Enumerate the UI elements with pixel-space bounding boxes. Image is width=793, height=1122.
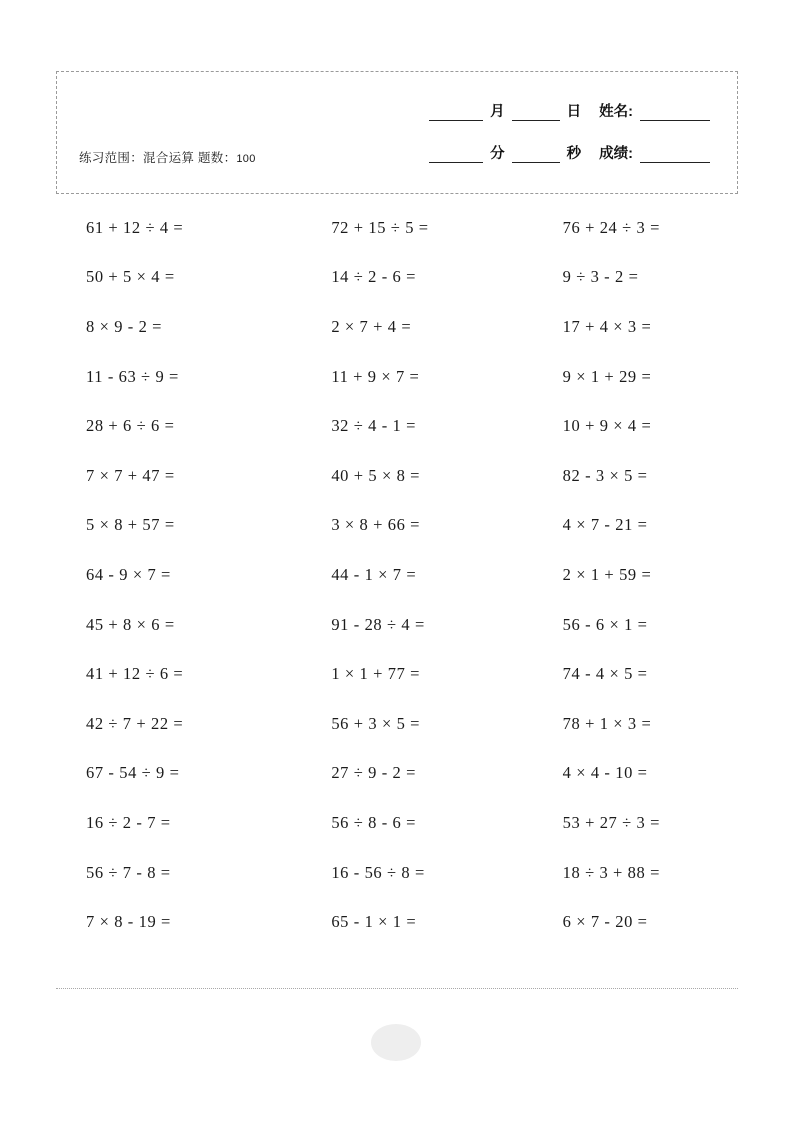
footer-watermark-blob [371, 1024, 421, 1061]
problem-item: 7 × 7 + 47 = [86, 465, 175, 485]
problem-item: 50 + 5 × 4 = [86, 267, 175, 287]
problem-item: 53 + 27 ÷ 3 = [562, 812, 660, 832]
problem-item: 74 - 4 × 5 = [562, 664, 648, 684]
problem-item: 41 + 12 ÷ 6 = [86, 664, 184, 684]
problem-item: 8 × 9 - 2 = [86, 316, 163, 336]
footer-divider [56, 988, 738, 989]
problem-item: 3 × 8 + 66 = [331, 515, 421, 535]
practice-range-line [79, 148, 256, 166]
name-label: 姓名: [599, 104, 633, 120]
problem-item: 5 × 8 + 57 = [86, 515, 175, 535]
problem-item: 10 + 9 × 4 = [562, 416, 652, 436]
problem-item: 7 × 8 - 19 = [86, 912, 171, 932]
problem-item: 56 + 3 × 5 = [331, 713, 421, 733]
time-score-row [424, 142, 715, 163]
month-label: 月 [490, 104, 505, 120]
problem-item: 11 - 63 ÷ 9 = [86, 366, 179, 386]
problem-item: 78 + 1 × 3 = [562, 713, 652, 733]
problem-item: 56 - 6 × 1 = [562, 614, 648, 634]
problem-item: 1 × 1 + 77 = [331, 664, 421, 684]
minute-blank[interactable] [429, 147, 483, 163]
problem-count: 100 [236, 153, 256, 165]
problem-item: 4 × 7 - 21 = [562, 515, 648, 535]
problem-item: 65 - 1 × 1 = [331, 912, 417, 932]
problem-item: 56 ÷ 7 - 8 = [86, 862, 171, 882]
problem-item: 9 ÷ 3 - 2 = [562, 267, 639, 287]
problems-grid [56, 203, 738, 947]
problem-item: 76 + 24 ÷ 3 = [562, 217, 660, 237]
problem-item: 16 ÷ 2 - 7 = [86, 812, 171, 832]
problem-item: 18 ÷ 3 + 88 = [562, 862, 660, 882]
month-blank[interactable] [429, 105, 483, 121]
practice-range-label: 练习范围：混合运算 题数： [79, 151, 237, 165]
problem-item: 45 + 8 × 6 = [86, 614, 175, 634]
problem-item: 44 - 1 × 7 = [331, 564, 417, 584]
problem-item: 6 × 7 - 20 = [562, 912, 648, 932]
header-info-box [56, 71, 738, 194]
problem-item: 4 × 4 - 10 = [562, 763, 648, 783]
date-name-row [424, 100, 715, 121]
problem-item: 16 - 56 ÷ 8 = [331, 862, 425, 882]
problem-item: 28 + 6 ÷ 6 = [86, 416, 175, 436]
problem-item: 42 ÷ 7 + 22 = [86, 713, 184, 733]
score-label: 成绩: [599, 146, 633, 162]
problem-item: 17 + 4 × 3 = [562, 316, 652, 336]
problem-item: 72 + 15 ÷ 5 = [331, 217, 429, 237]
problem-item: 2 × 7 + 4 = [331, 316, 412, 336]
problem-item: 40 + 5 × 8 = [331, 465, 421, 485]
problem-item: 91 - 28 ÷ 4 = [331, 614, 425, 634]
second-label: 秒 [566, 146, 582, 162]
problem-item: 61 + 12 ÷ 4 = [86, 217, 184, 237]
day-blank[interactable] [512, 105, 560, 121]
second-blank[interactable] [512, 147, 560, 163]
day-label: 日 [566, 104, 582, 120]
problem-item: 82 - 3 × 5 = [562, 465, 648, 485]
problem-item: 56 ÷ 8 - 6 = [331, 812, 417, 832]
name-blank[interactable] [640, 105, 710, 121]
problem-item: 2 × 1 + 59 = [562, 564, 652, 584]
problem-item: 11 + 9 × 7 = [331, 366, 420, 386]
problem-item: 14 ÷ 2 - 6 = [331, 267, 417, 287]
minute-label: 分 [490, 146, 505, 162]
problem-item: 64 - 9 × 7 = [86, 564, 171, 584]
problem-item: 32 ÷ 4 - 1 = [331, 416, 417, 436]
problem-item: 27 ÷ 9 - 2 = [331, 763, 417, 783]
problem-item: 9 × 1 + 29 = [562, 366, 652, 386]
score-blank[interactable] [640, 147, 710, 163]
problem-item: 67 - 54 ÷ 9 = [86, 763, 180, 783]
